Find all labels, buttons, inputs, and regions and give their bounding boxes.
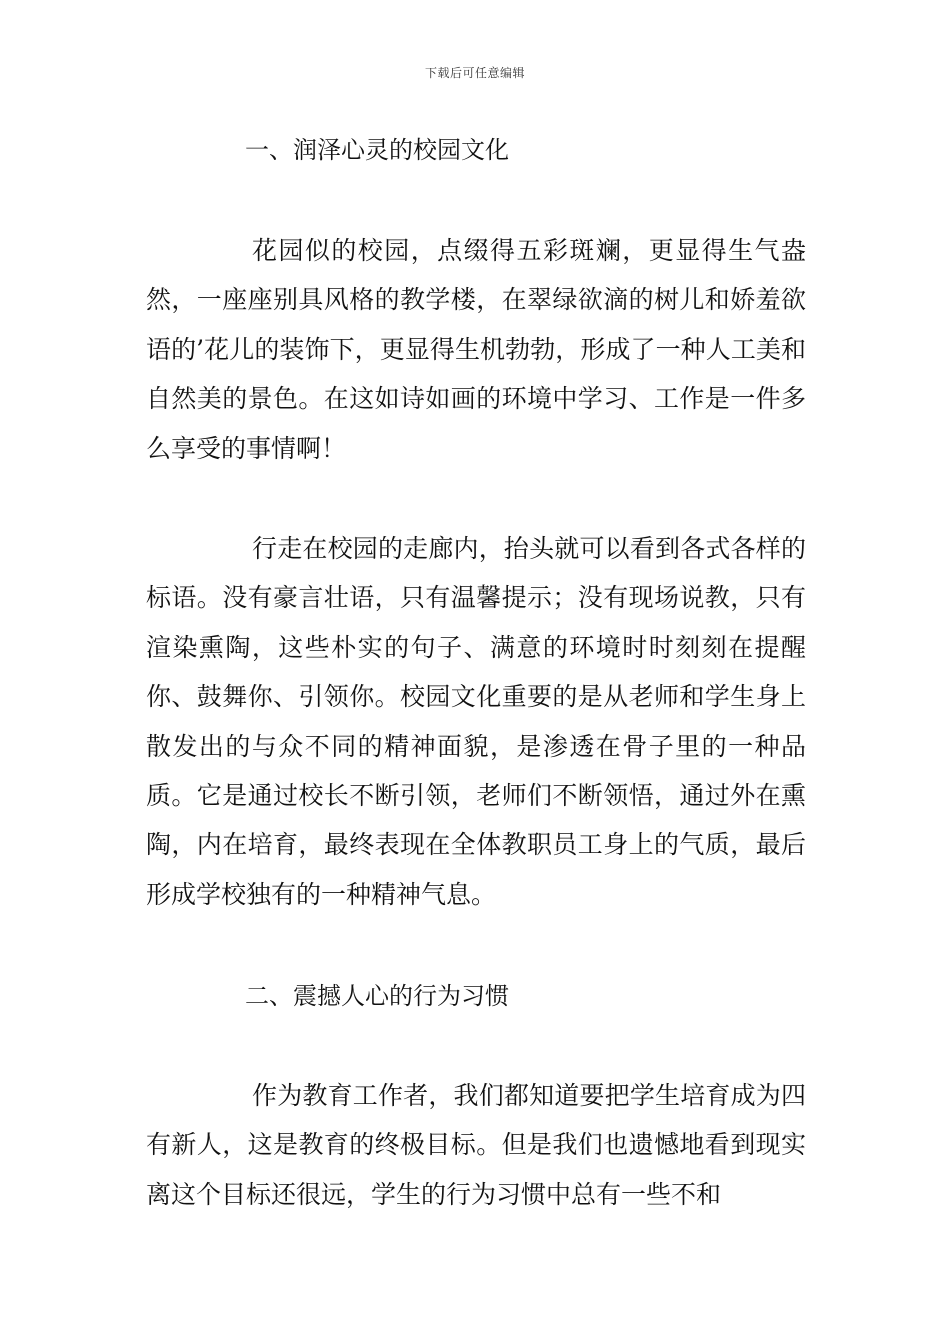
section-heading: 一、润泽心灵的校园文化 bbox=[245, 136, 509, 164]
body-paragraph: 花园似的校园，点缀得五彩斑斓，更显得生气盎然，一座座别具风格的教学楼，在翠绿欲滴的树儿和娇羞欲语的’花儿的装饰下，更显得生机勃勃，形成了一种人工美和自然美的景色。在这如诗如画的环境中学习、工作是一件多么享受的事情啊！ bbox=[146, 236, 806, 463]
section-heading: 二、震撼人心的行为习惯 bbox=[245, 982, 509, 1010]
body-paragraph: 作为教育工作者，我们都知道要把学生培育成为四有新人，这是教育的终极目标。但是我们也遗憾地看到现实离这个目标还很远，学生的行为习惯中总有一些不和 bbox=[146, 1081, 806, 1209]
page-header-note: 下载后可任意编辑 bbox=[424, 66, 525, 80]
body-paragraph: 行走在校园的走廊内，抬头就可以看到各式各样的标语。没有豪言壮语，只有温馨提示；没有现场说教，只有渲染熏陶，这些朴实的句子、满意的环境时时刻刻在提醒你、鼓舞你、引领你。校园文化重要的是从老师和学生身上散发出的与众不同的精神面貌，是渗透在骨子里的一种品质。它是通过校长不断引领，老师们不断领悟，通过外在熏陶，内在培育，最终表现在全体教职员工身上的气质，最后形成学校独有的一种精神气息。 bbox=[146, 534, 806, 909]
